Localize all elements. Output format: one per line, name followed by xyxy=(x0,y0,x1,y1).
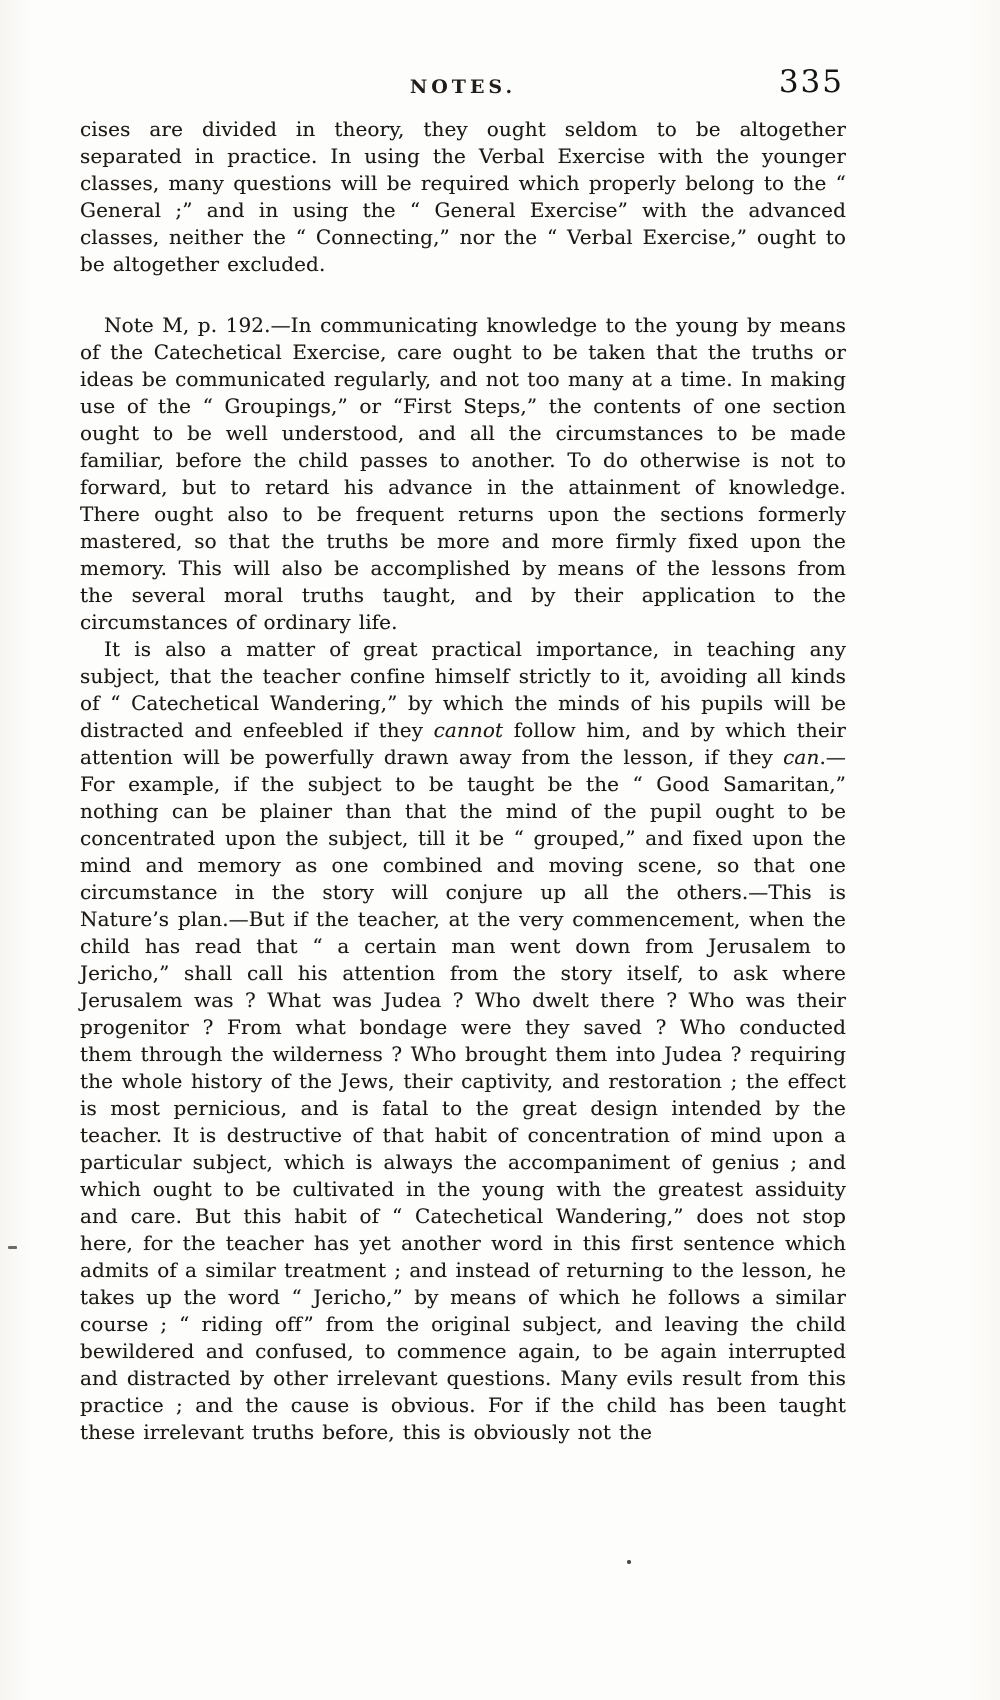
italic-text-segment: cannot xyxy=(433,718,504,742)
page-body xyxy=(80,116,846,1446)
page-number: 335 xyxy=(778,64,844,100)
paragraph xyxy=(80,116,846,278)
text-segment: follow him, and by which their attention will be powerfully drawn away from the lesson, if they xyxy=(80,718,846,769)
italic-text-segment: can xyxy=(783,745,820,769)
paragraph xyxy=(80,636,846,1446)
running-title: NOTES. xyxy=(409,76,517,98)
text-segment: .—For example, if the subject to be taught be the “ Good Samaritan,” nothing can be plainer than that the mind of the pupil ought to be concentrated upon the subject, till it be “ grouped,” and fixed upon the mind and memory as one combined and moving scene, so that one circumstance in the story will conjure up all the others.—This is Nature’s plan.—But if the teacher, at the very commencement, when the child has read that “ a certain man went down from Jerusalem to Jericho,” shall call his attention from the story itself, to ask where Jerusalem was ? What was Judea ? Who dwelt there ? Who was their progenitor ? From what bondage were they saved ? Who conducted them through the wilderness ? Who brought them into Judea ? requiring the whole history of the Jews, their captivity, and restoration ; the effect is most pernicious, and is fatal to the great design intended by the teacher. It is destructive of that habit of concentration of mind upon a particular subject, which is always the accompaniment of genius ; and which ought to be cultivated in the young with the greatest assiduity and care. But this habit of “ Catechetical Wandering,” does not stop here, for the teacher has yet another word in this first sentence which admits of a similar treatment ; and instead of returning to the lesson, he takes up the word “ Jericho,” by means of which he follows a similar course ; “ riding off” from the original subject, and leaving the child bewildered and confused, to commence again, to be again interrupted and distracted by other irrelevant questions. Many evils result from this practice ; and the cause is obvious. For if the child has been taught these irrelevant truths before, this is obviously not the xyxy=(80,745,846,1444)
scan-artifact-dash xyxy=(8,1246,17,1249)
text-segment: It is also a matter of great practical importance, in teaching any subject, that the teacher confine himself strictly to it, avoiding all kinds of “ Catechetical Wandering,” by which the minds of his pupils will be distracted and enfeebled if they xyxy=(80,637,846,742)
page-header xyxy=(80,64,846,104)
text-segment: cises are divided in theory, they ought seldom to be altogether separated in practice. In using the Verbal Exercise with the younger classes, many questions will be required which properly belong to the “ General ;” and in using the “ General Exercise” with the advanced classes, neither the “ Connecting,” nor the “ Verbal Exercise,” ought to be altogether excluded. xyxy=(80,117,846,276)
scan-artifact-dot xyxy=(627,1560,631,1564)
paragraph xyxy=(80,312,846,636)
text-segment: Note M, p. 192.—In communicating knowledge to the young by means of the Catechetical Exercise, care ought to be taken that the truths or ideas be communicated regularly, and not too many at a time. In making use of the “ Groupings,” or “First Steps,” the contents of one section ought to be well understood, and all the circumstances to be made familiar, before the child passes to another. To do otherwise is not to forward, but to retard his advance in the attainment of knowledge. There ought also to be frequent returns upon the sections formerly mastered, so that the truths be more and more firmly fixed upon the memory. This will also be accomplished by means of the lessons from the several moral truths taught, and by their application to the circumstances of ordinary life. xyxy=(80,313,846,634)
